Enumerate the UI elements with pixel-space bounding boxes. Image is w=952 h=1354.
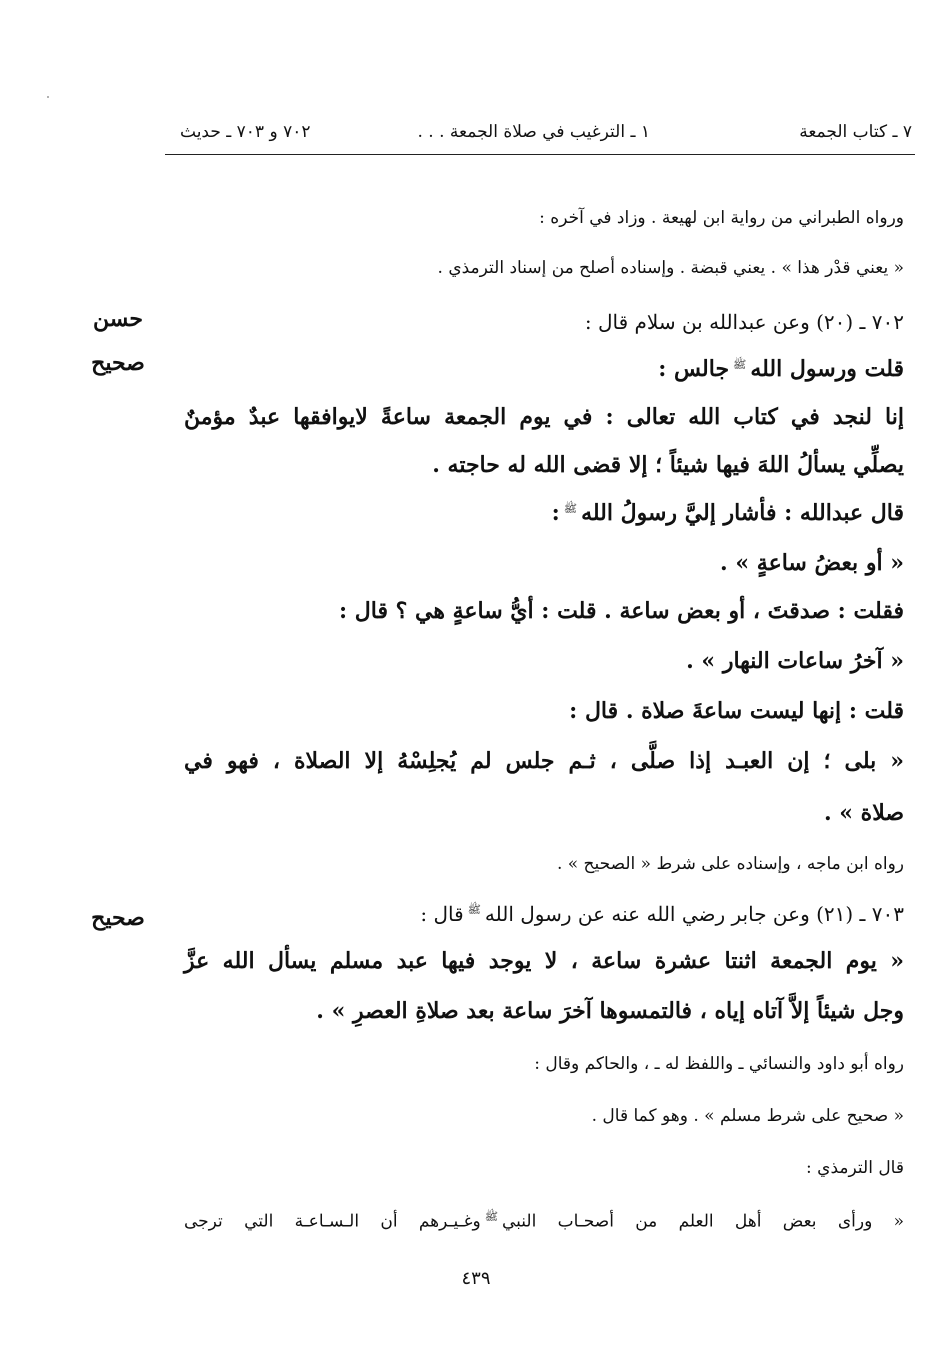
text-fragment: قال عبدالله : فأشار إليَّ رسولُ الله	[581, 500, 904, 526]
grading-703-sahih: صحيح	[91, 905, 145, 931]
text-line: وجل شيئاً إلاَّ آتاه إياه ، فالتمسوها آخرَ ساعة بعد صلاةِ العصرِ » .	[316, 998, 904, 1024]
text-fragment: :	[551, 500, 560, 526]
text-line: فقلت : صدقتَ ، أو بعض ساعة . قلت : أيُّ ساعةٍ هي ؟ قال :	[339, 598, 904, 624]
pbuh-icon: ﷺ	[467, 903, 481, 917]
header-rule	[165, 154, 915, 155]
grading-702-sahih: صحيح	[91, 350, 145, 376]
text-line: صلاة » .	[823, 800, 904, 826]
page-number: ٤٣٩	[461, 1268, 491, 1289]
text-line	[184, 1210, 904, 1232]
hadith-703-heading	[420, 902, 904, 926]
running-header	[170, 118, 912, 152]
header-hadith-range: ٧٠٢ و ٧٠٣ ـ حديث	[180, 122, 311, 142]
text-line: ورواه الطبراني من رواية ابن لهيعة . وزاد في آخره :	[539, 208, 904, 228]
hadith-702-heading: ٧٠٢ ـ (٢٠) وعن عبدالله بن سلام قال :	[584, 310, 904, 334]
header-chapter: ٧ ـ كتاب الجمعة	[799, 122, 912, 142]
pbuh-icon: ﷺ	[484, 1210, 498, 1223]
scan-speck	[47, 96, 49, 98]
pbuh-icon: ﷺ	[733, 357, 747, 371]
text-fragment: قال :	[420, 902, 464, 926]
pbuh-icon: ﷺ	[563, 501, 578, 515]
text-line: رواه أبو داود والنسائي ـ واللفظ له ـ ، والحاكم وقال :	[534, 1054, 904, 1074]
text-line: رواه ابن ماجه ، وإسناده على شرط « الصحيح » .	[556, 854, 904, 874]
text-line: « آخرُ ساعات النهار » .	[686, 648, 904, 674]
text-fragment: ٧٠٣ ـ (٢١) وعن جابر رضي الله عنه عن رسول الله	[484, 902, 904, 926]
text-line: « يعني قدْر هذا » . يعني قبضة . وإسناده أصلح من إسناد الترمذي .	[437, 258, 904, 278]
text-line: « يوم الجمعة اثنتا عشرة ساعة ، لا يوجد فيها عبد مسلم يسأل الله عزَّ	[184, 948, 904, 974]
text-fragment: قلت ورسول الله	[750, 356, 904, 382]
text-line: إنا لنجد في كتاب الله تعالى : في يوم الجمعة ساعةً لايوافقها عبدٌ مؤمنٌ	[184, 404, 904, 430]
text-line: قال الترمذي :	[806, 1158, 904, 1178]
text-line: قلت : إنها ليست ساعةَ صلاة . قال :	[569, 698, 904, 724]
grading-702-hasan: حسن	[93, 306, 143, 332]
text-line	[552, 500, 904, 526]
text-line: « صحيح على شرط مسلم » . وهو كما قال .	[591, 1106, 904, 1126]
text-fragment: وغـيـرهم أن الـسـاعـة التي ترجى	[184, 1211, 481, 1232]
text-line: يصلِّي يسألُ اللهَ فيها شيئاً ؛ إلا قضى الله له حاجته .	[432, 452, 904, 478]
text-line: « بلى ؛ إن العبـد إذا صلَّى ، ثـم جلس لم يُجلِسْهُ إلا الصلاة ، فهو في	[184, 748, 904, 774]
text-fragment: « ورأى بعض أهل العلم من أصحـاب النبي	[502, 1211, 904, 1232]
text-line	[658, 356, 904, 382]
header-section: ١ ـ الترغيب في صلاة الجمعة . . .	[417, 122, 650, 142]
text-line: « أو بعضُ ساعةٍ » .	[720, 550, 904, 576]
text-fragment: جالس :	[658, 356, 730, 382]
